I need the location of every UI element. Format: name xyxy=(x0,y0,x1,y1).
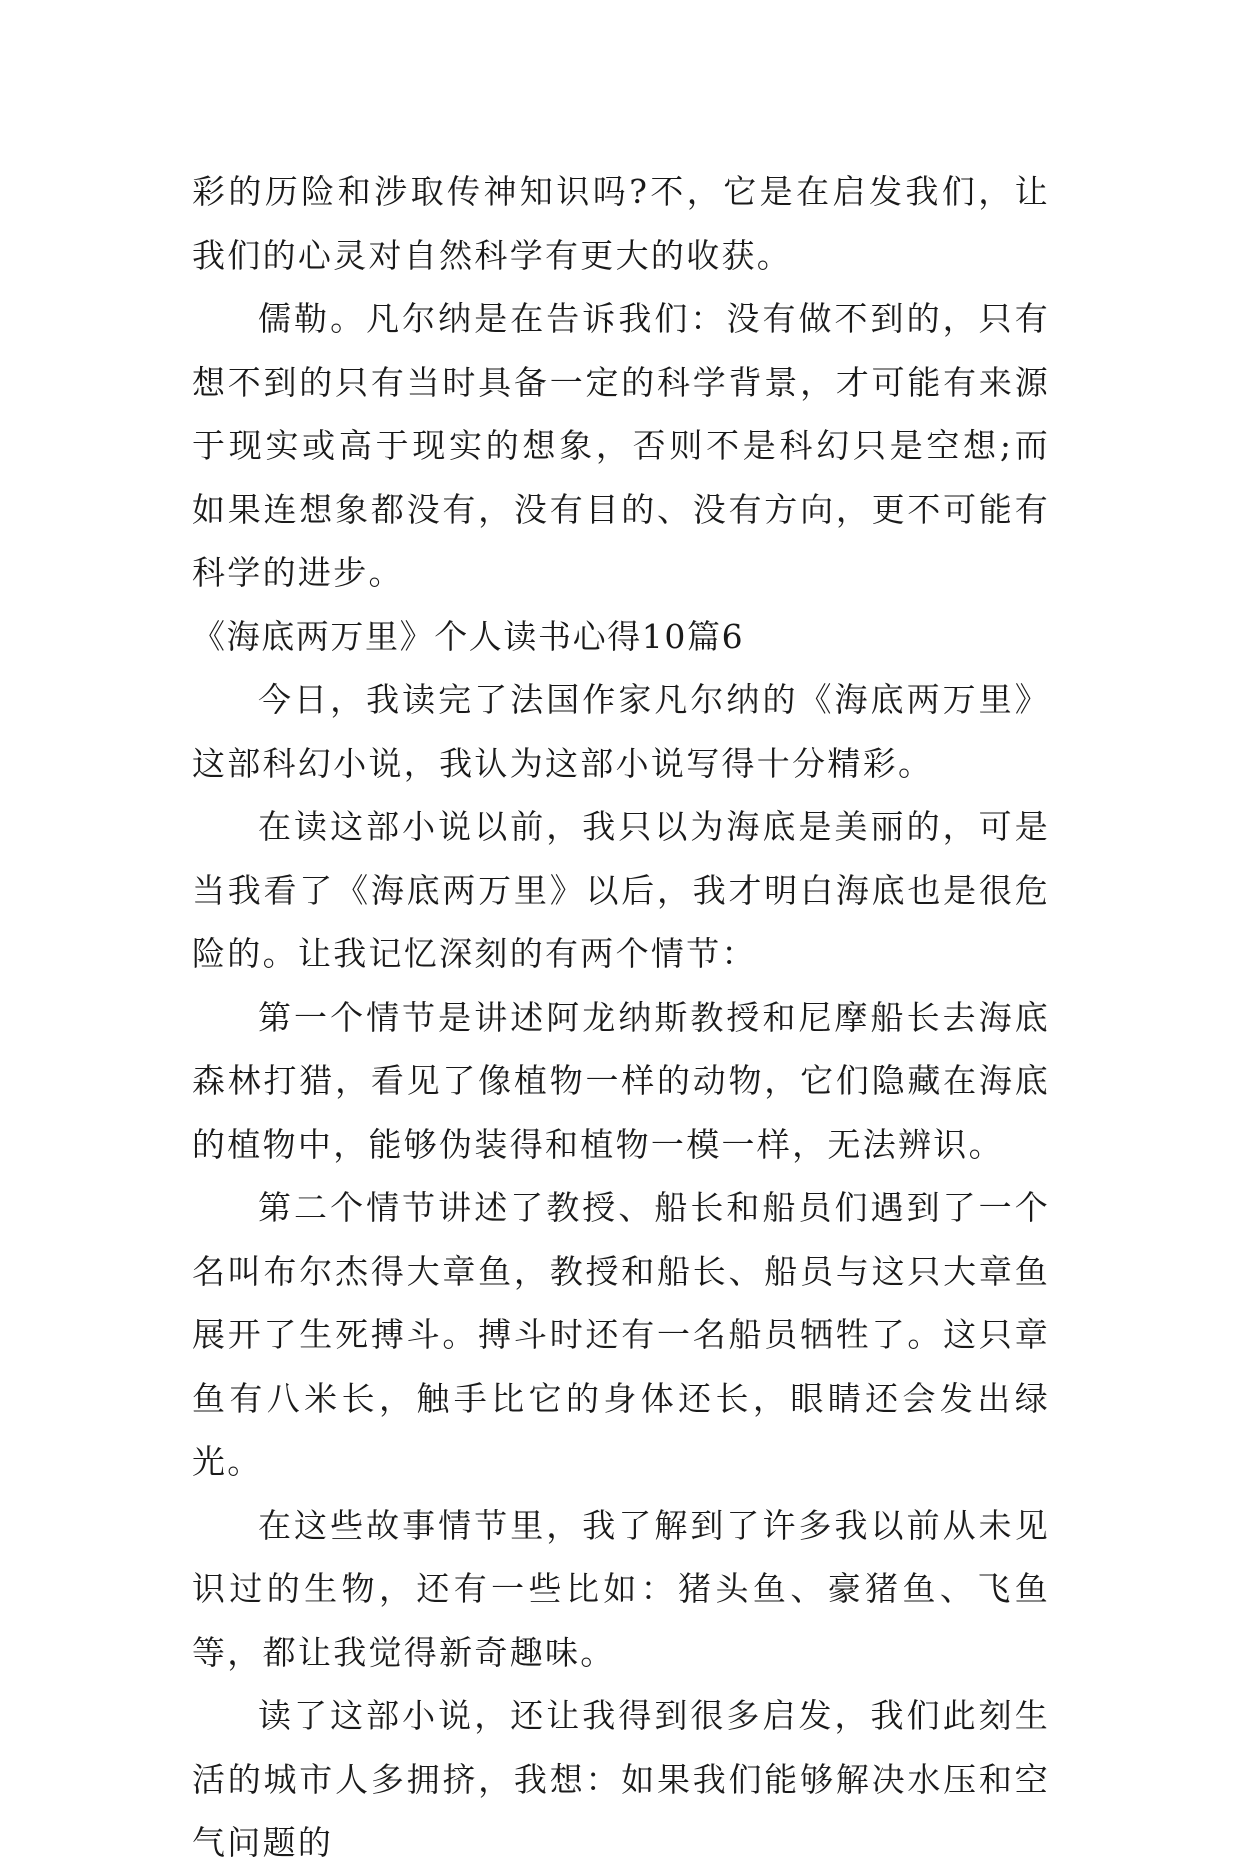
paragraph: 在读这部小说以前，我只以为海底是美丽的，可是当我看了《海底两万里》以后，我才明白海底也是很危险的。让我记忆深刻的有两个情节： xyxy=(192,807,1050,973)
paragraph-cut-off: 读了这部小说，还让我得到很多启发，我们此刻生活的城市人多拥挤，我想：如果我们能够解决水压和空气问题的 xyxy=(192,1696,1050,1862)
paragraph-continuation: 彩的历险和涉取传神知识吗?不，它是在启发我们，让我们的心灵对自然科学有更大的收获。 xyxy=(192,172,1050,275)
body-text xyxy=(192,160,1050,1875)
paragraph: 在这些故事情节里，我了解到了许多我以前从未见识过的生物，还有一些比如：猪头鱼、豪猪鱼、飞鱼等，都让我觉得新奇趣味。 xyxy=(192,1505,1050,1672)
paragraph: 今日，我读完了法国作家凡尔纳的《海底两万里》这部科幻小说，我认为这部小说写得十分精彩。 xyxy=(192,680,1050,783)
section-heading: 《海底两万里》个人读书心得10篇6 xyxy=(192,616,745,656)
paragraph: 第一个情节是讲述阿龙纳斯教授和尼摩船长去海底森林打猎，看见了像植物一样的动物，它们隐藏在海底的植物中，能够伪装得和植物一模一样，无法辨识。 xyxy=(192,997,1050,1164)
paragraph: 儒勒。凡尔纳是在告诉我们：没有做不到的，只有想不到的只有当时具备一定的科学背景，才可能有来源于现实或高于现实的想象，否则不是科幻只是空想;而如果连想象都没有，没有目的、没有方向，更不可能有科学的进步。 xyxy=(192,299,1050,592)
paragraph: 第二个情节讲述了教授、船长和船员们遇到了一个名叫布尔杰得大章鱼，教授和船长、船员与这只大章鱼展开了生死搏斗。搏斗时还有一名船员牺牲了。这只章鱼有八米长，触手比它的身体还长，眼睛还会发出绿光。 xyxy=(192,1188,1050,1481)
